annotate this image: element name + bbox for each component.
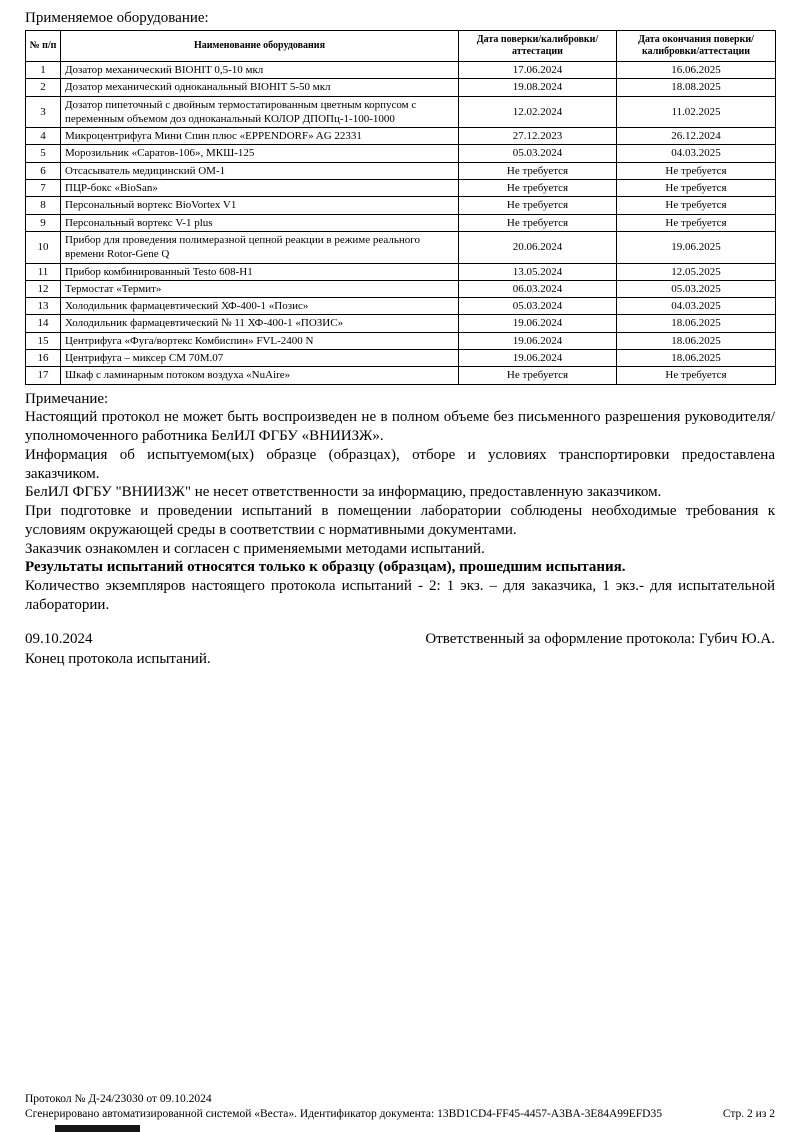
row-number: 9 [26,214,61,231]
equipment-table [25,30,776,385]
row-number: 12 [26,280,61,297]
table-row [26,162,776,179]
row-number: 10 [26,231,61,263]
date-check-value: Не требуется [459,162,617,179]
table-row [26,96,776,128]
notes-heading: Примечание: [25,390,109,407]
header-equipment-name: Наименование оборудования [61,31,459,62]
date-end-value: 16.06.2025 [617,62,776,79]
equipment-name: Отсасыватель медицинский ОМ-1 [61,162,459,179]
equipment-name: Микроцентрифуга Мини Спин плюс «EPPENDORF» AG 22331 [61,128,459,145]
equipment-name: Персональный вортекс V-1 plus [61,214,459,231]
row-number: 15 [26,332,61,349]
equipment-name: Прибор для проведения полимеразной цепной реакции в режиме реального времени Rotor-Gene Q [61,231,459,263]
date-check-value: 05.03.2024 [459,145,617,162]
page-footer [25,1093,775,1120]
signoff-row [25,631,775,648]
header-date-end: Дата окончания поверки/калибровки/аттестации [617,31,776,62]
table-row [26,263,776,280]
row-number: 7 [26,180,61,197]
note-paragraph: Информация об испытуемом(ых) образце (образцах), отборе и условиях транспортировки предоставлена заказчиком. [25,446,775,482]
equipment-name: Морозильник «Саратов-106», МКШ-125 [61,145,459,162]
date-check-value: 12.02.2024 [459,96,617,128]
protocol-date: 09.10.2024 [25,630,93,647]
row-number: 3 [26,96,61,128]
date-end-value: 04.03.2025 [617,298,776,315]
responsible-person: Ответственный за оформление протокола: Губич Ю.А. [425,630,775,647]
date-end-value: Не требуется [617,162,776,179]
end-of-protocol-line: Конец протокола испытаний. [25,650,211,667]
date-end-value: 05.03.2025 [617,280,776,297]
row-number: 16 [26,350,61,367]
screen-artifact [55,1125,140,1132]
equipment-name: Дозатор механический BIOHIT 0,5-10 мкл [61,62,459,79]
date-end-value: 18.06.2025 [617,332,776,349]
date-check-value: Не требуется [459,367,617,384]
date-check-value: 17.06.2024 [459,62,617,79]
table-row [26,62,776,79]
row-number: 2 [26,79,61,96]
date-end-value: 04.03.2025 [617,145,776,162]
equipment-name: Центрифуга «Фуга/вортекс Комбиспин» FVL-2400 N [61,332,459,349]
table-row [26,197,776,214]
table-row [26,231,776,263]
section-title: Применяемое оборудование: [25,10,209,26]
footer-page-label: Стр. 2 из 2 [722,1108,775,1120]
date-end-value: 18.06.2025 [617,315,776,332]
row-number: 11 [26,263,61,280]
note-paragraph: Заказчик ознакомлен и согласен с применяемыми методами испытаний. [25,540,485,557]
header-date-check: Дата поверки/калибровки/аттестации [459,31,617,62]
equipment-name: Шкаф с ламинарным потоком воздуха «NuAire» [61,367,459,384]
row-number: 17 [26,367,61,384]
equipment-name: Прибор комбинированный Testo 608-H1 [61,263,459,280]
row-number: 5 [26,145,61,162]
date-end-value: 19.06.2025 [617,231,776,263]
header-row-number: № п/п [26,31,61,62]
row-number: 4 [26,128,61,145]
note-paragraph: БелИЛ ФГБУ "ВНИИЗЖ" не несет ответственности за информацию, предоставленную заказчиком. [25,484,662,501]
date-end-value: Не требуется [617,197,776,214]
row-number: 6 [26,162,61,179]
row-number: 14 [26,315,61,332]
note-paragraph-results: Результаты испытаний относятся только к образцу (образцам), прошедшим испытания. [25,559,626,576]
equipment-name: Центрифуга – миксер СМ 70М.07 [61,350,459,367]
table-row [26,298,776,315]
table-row [26,128,776,145]
table-row [26,180,776,197]
date-check-value: 19.06.2024 [459,315,617,332]
date-end-value: 18.06.2025 [617,350,776,367]
equipment-name: Холодильник фармацевтический № 11 ХФ-400-1 «ПОЗИС» [61,315,459,332]
equipment-name: Дозатор пипеточный с двойным термостатированным цветным корпусом с переменным объемом доз одноканальный КОЛОР ДПОПц-1-100-1000 [61,96,459,128]
notes-section [25,390,775,615]
equipment-name: Дозатор механический одноканальный BIOHIT 5-50 мкл [61,79,459,96]
date-check-value: 27.12.2023 [459,128,617,145]
date-end-value: 26.12.2024 [617,128,776,145]
row-number: 13 [26,298,61,315]
date-end-value: 11.02.2025 [617,96,776,128]
date-end-value: Не требуется [617,214,776,231]
table-row [26,214,776,231]
date-check-value: Не требуется [459,180,617,197]
equipment-table-body [26,62,776,385]
table-row [26,332,776,349]
date-check-value: 20.06.2024 [459,231,617,263]
table-row [26,315,776,332]
note-paragraph: При подготовке и проведении испытаний в помещении лаборатории соблюдены необходимые требования к условиям окружающей среды в соответствии с нормативными документами. [25,503,775,538]
equipment-name: Холодильник фармацевтический ХФ-400-1 «Позис» [61,298,459,315]
footer-protocol-line: Протокол № Д-24/23030 от 09.10.2024 [25,1093,212,1105]
date-end-value: 18.08.2025 [617,79,776,96]
table-row [26,145,776,162]
footer-generated-line: Сгенерировано автоматизированной системой «Веста». Идентификатор документа: 13BD1CD4-FF45-4457-A3BA-3E84A99EFD35 [25,1108,662,1120]
table-row [26,367,776,384]
date-check-value: Не требуется [459,214,617,231]
note-paragraph: Количество экземпляров настоящего протокола испытаний - 2: 1 экз. – для заказчика, 1 экз.- для испытательной лаборатории. [25,578,775,613]
date-check-value: 19.06.2024 [459,350,617,367]
date-check-value: 06.03.2024 [459,280,617,297]
date-end-value: 12.05.2025 [617,263,776,280]
date-check-value: Не требуется [459,197,617,214]
date-end-value: Не требуется [617,180,776,197]
equipment-name: Термостат «Термит» [61,280,459,297]
equipment-table-header [26,31,776,62]
date-end-value: Не требуется [617,367,776,384]
date-check-value: 05.03.2024 [459,298,617,315]
equipment-name: ПЦР-бокс «BioSan» [61,180,459,197]
row-number: 1 [26,62,61,79]
equipment-name: Персональный вортекс BioVortex V1 [61,197,459,214]
date-check-value: 19.06.2024 [459,332,617,349]
table-row [26,280,776,297]
row-number: 8 [26,197,61,214]
date-check-value: 19.08.2024 [459,79,617,96]
note-paragraph: Настоящий протокол не может быть воспроизведен не в полном объеме без письменного разрешения руководителя/уполномоченного работника БелИЛ ФГБУ «ВНИИЗЖ». [25,409,775,445]
table-row [26,350,776,367]
date-check-value: 13.05.2024 [459,263,617,280]
table-row [26,79,776,96]
